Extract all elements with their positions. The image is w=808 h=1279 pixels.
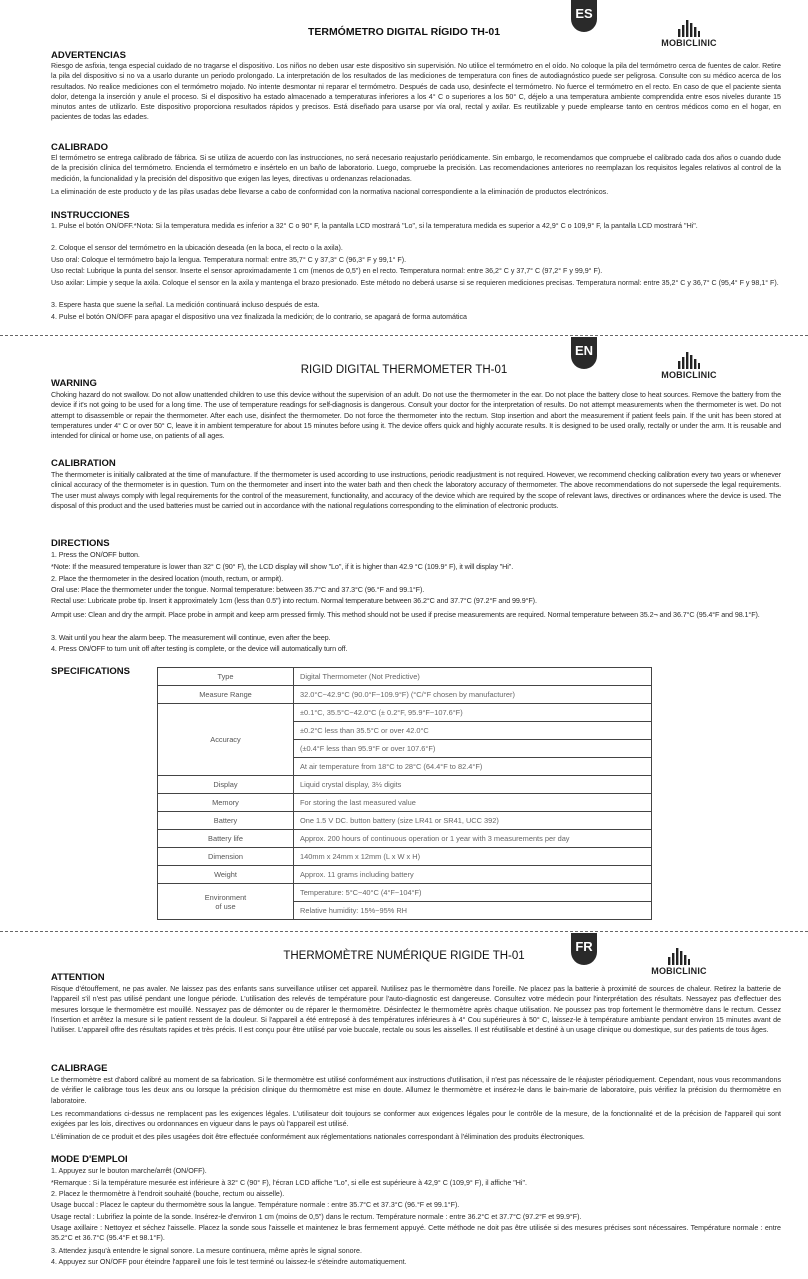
table-row (158, 848, 652, 866)
table-row (158, 830, 652, 848)
spec-value-env-humidity: Relative humidity: 15%~95% RH (294, 902, 652, 920)
fr-calibrage-text: Le thermomètre est d'abord calibré au moment de sa fabrication. Si le thermomètre est utilisé conformément aux instructions d'utilisation, il n'est pas nécessaire de le réajuster périodiquement. Cependant, nous vous recommandons de vérifier le calibrage tous les deux ans ou lorsque la précision clinique du thermomètre est mise en doute. Allumez le thermomètre et insérez-le dans le bain-marie de laboratoire, puis vérifiez la précision du thermomètre en laboratoire. (51, 1076, 781, 1105)
en-direction-note: *Note: If the measured temperature is lower than 32° C (90° F), the LCD display will show "Lo", if it is higher than 42.9 °C (109.9° F), it will display "Hi". (51, 562, 514, 571)
en-direction-armpit: Armpit use: Clean and dry the armpit. Place probe in armpit and keep arm pressed firmly. This method should not be used if precise measurements are required. Normal temperature between 35.2¬ and 36.7°C (95.4°F and 98.1°F). (51, 610, 760, 619)
spec-label-memory: Memory (158, 794, 294, 812)
es-title: TERMÓMETRO DIGITAL RÍGIDO TH-01 (307, 26, 501, 38)
es-calibration-text: El termómetro se entrega calibrado de fábrica. Si se utiliza de acuerdo con las instrucciones, no será necesario reajustarlo periódicamente. Sin embargo, le recomendamos que compruebe el calibrado cada dos años o cuando dude de la precisión clínica del termómetro. Encienda el termómetro e insértelo en un baño de laboratorio. Luego, compruebe la precisión. Las recomendaciones anteriores no reemplazan los requisitos legales relativos al control de la medición, la funcionalidad y la precisión del dispositivo que exigen las leyes, directivas u ordenanzas relacionadas. (51, 154, 781, 183)
spec-value-weight: Approx. 11 grams including battery (294, 866, 652, 884)
fr-mode-heading: MODE D'EMPLOI (51, 1154, 128, 1165)
table-row (158, 668, 652, 686)
spec-label-display: Display (158, 776, 294, 794)
brand-name: MOBICLINIC (661, 38, 717, 48)
en-warning-heading: WARNING (51, 378, 97, 389)
en-direction-4: 4. Press ON/OFF to turn unit off after testing is complete, or the device will automatically turn off. (51, 644, 348, 653)
fr-mode-2: 2. Placez le thermomètre à l'endroit souhaité (bouche, rectum ou aisselle). (51, 1190, 285, 1198)
fr-calibrage-heading: CALIBRAGE (51, 1063, 108, 1074)
en-direction-oral: Oral use: Place the thermometer under the tongue. Normal temperature: between 35.7°C and 37.3°C (96.°F and 99.1°F). (51, 585, 425, 594)
spec-value-type: Digital Thermometer (Not Predictive) (294, 668, 652, 686)
en-direction-2: 2. Place the thermometer in the desired location (mouth, rectum, or armpit). (51, 574, 284, 583)
spec-label-accuracy: Accuracy (158, 704, 294, 776)
spec-value-battery-life: Approx. 200 hours of continuous operation or 1 year with 3 measurements per day (294, 830, 652, 848)
en-warning-text: Choking hazard do not swallow. Do not allow unattended children to use this device without the supervision of an adult. Do not use the thermometer in the ear. Do not place the battery close to heat sources. Remove the battery from the device if it's not going to be used for a long time. The use of temperature readings for self-diagnosis is dangerous. Consult your doctor for the interpretation of results. Do not attempt measurements when the thermometer is wet. Do not attempt to disassemble or repair the thermometer. After each use, disinfect the thermometer. Do not force the thermometer into the rectum. Stop insertion and abort the measurement if patient feels pain. If the unit has been stored at temperatures under 4° C or over 50° C, leave it in ambient temperature for about 15 minutes before using it. The device offers quick and highly accurate results. It is designed to be used orally, rectally or under the arm. It is reusable and intended for clinical or home use, on patients of all ages. (51, 390, 781, 441)
es-calibration-text-2: La eliminación de este producto y de las pilas usadas debe llevarse a cabo de conformidad con la normativa nacional correspondiente a la eliminación de productos electrónicos. (51, 188, 609, 196)
spec-label-range: Measure Range (158, 686, 294, 704)
es-calibration-heading: CALIBRADO (51, 142, 108, 153)
fr-title: THERMOMÈTRE NUMÉRIQUE RIGIDE TH-01 (283, 950, 525, 962)
spec-value-accuracy-4: At air temperature from 18°C to 28°C (64.4°F to 82.4°F) (294, 758, 652, 776)
spec-value-memory: For storing the last measured value (294, 794, 652, 812)
table-row (158, 776, 652, 794)
brand-name: MOBICLINIC (651, 966, 707, 976)
fr-calibrage-text-3: L'élimination de ce produit et des piles usagées doit être effectuée conformément aux réglementations nationales correspondant à l'élimination des produits électroniques. (51, 1133, 585, 1141)
language-badge-fr: FR (571, 933, 597, 965)
es-warnings-heading: ADVERTENCIAS (51, 50, 126, 61)
fr-mode-1: 1. Appuyez sur le bouton marche/arrêt (ON/OFF). (51, 1167, 207, 1175)
es-instruction-4: 4. Pulse el botón ON/OFF para apagar el dispositivo una vez finalizada la medición; de lo contrario, se apagará de forma automática (51, 313, 468, 321)
fr-mode-axillaire: Usage axillaire : Nettoyez et séchez l'aisselle. Placez la sonde sous l'aisselle et maintenez le bras fermement appuyé. Cette méthode ne doit pas être utilisée si des mesures précises sont nécessaires. Température normale : entre 35.2°C et 36.7°C (95.4°F et 98.1°F). (51, 1224, 781, 1243)
spec-label-type: Type (158, 668, 294, 686)
fr-mode-4: 4. Appuyez sur ON/OFF pour éteindre l'appareil une fois le test terminé ou laissez-le s'éteindre automatiquement. (51, 1258, 407, 1266)
es-instruction-3: 3. Espere hasta que suene la señal. La medición continuará incluso después de esta. (51, 301, 320, 309)
section-divider (0, 931, 808, 932)
spec-value-env-temperature: Temperature: 5°C~40°C (4°F~104°F) (294, 884, 652, 902)
en-calibration-heading: CALIBRATION (51, 458, 116, 469)
table-row (158, 704, 652, 722)
section-divider (0, 335, 808, 336)
fr-calibrage-text-2: Les recommandations ci-dessus ne remplacent pas les exigences légales. L'utilisateur doit toujours se conformer aux exigences légales pour le contrôle de la mesure, de la fonctionnalité et de la précision de l'appareil qui sont exigées par les lois, directives ou ordonnances en vigueur dans le pays où l'appareil est utilisé. (51, 1110, 781, 1129)
spec-value-battery: One 1.5 V DC. button battery (size LR41 or SR41, UCC 392) (294, 812, 652, 830)
en-direction-1: 1. Press the ON/OFF button. (51, 550, 140, 559)
table-row (158, 686, 652, 704)
en-calibration-text: The thermometer is initially calibrated at the time of manufacture. If the thermometer is used according to use instructions, periodic readjustment is not required. However, we recommend checking calibration every two years or whenever clinical accuracy of the thermometer is in question. Turn on the thermometer and insert into the water bath and then check the laboratory accuracy of thermometer. The above recommendations do not supersede the legal requirements. The user must always comply with legal requirements for the control of the measurement, functionality, and accuracy of the device which are required by the scope of relevant laws, directives or ordinances where the device is used. The disposal of this product and the used batteries must be carried out in accordance with the national regulations corresponding to the elimination of electronic products. (51, 470, 781, 510)
spec-label-weight: Weight (158, 866, 294, 884)
spec-label-battery-life: Battery life (158, 830, 294, 848)
en-specifications-heading: SPECIFICATIONS (51, 666, 130, 677)
table-row (158, 812, 652, 830)
en-title: RIGID DIGITAL THERMOMETER TH-01 (300, 364, 508, 376)
spec-label-environment (158, 884, 294, 920)
es-instruction-rectal: Uso rectal: Lubrique la punta del sensor. Inserte el sensor aproximadamente 1 cm (menos de 0,5") en el recto. Temperatura normal: entre 36,2° C y 37,7° C (97,2° F y 99,9° F). (51, 267, 603, 275)
language-badge-en: EN (571, 337, 597, 369)
table-row (158, 884, 652, 902)
spec-value-display: Liquid crystal display, 3½ digits (294, 776, 652, 794)
spec-label-environment-line-2: of use (215, 901, 236, 911)
spec-value-accuracy-2: ±0.2°C less than 35.5°C or over 42.0°C (294, 722, 652, 740)
fr-mode-buccal: Usage buccal : Placez le capteur du thermomètre sous la langue. Température normale : entre 35.7°C et 37.3°C (96.°F et 99.1°F). (51, 1201, 460, 1209)
spec-value-dimension: 140mm x 24mm x 12mm (L x W x H) (294, 848, 652, 866)
en-directions-heading: DIRECTIONS (51, 538, 110, 549)
fr-mode-3: 3. Attendez jusqu'à entendre le signal sonore. La mesure continuera, même après le signal sonore. (51, 1247, 362, 1255)
fr-mode-rectal: Usage rectal : Lubrifiez la pointe de la sonde. Insérez-le d'environ 1 cm (moins de 0,5") dans le rectum. Température normale : entre 36.2°C et 37.7°C (97.2°F et 99.9°F). (51, 1213, 582, 1221)
spec-label-environment-line-1: Environment (204, 892, 247, 902)
language-badge-es: ES (571, 0, 597, 32)
es-instruction-axillary: Uso axilar: Limpie y seque la axila. Coloque el sensor en la axila y mantenga el brazo presionado. Este método no deberá usarse si se requieren mediciones precisas. Temperatura normal: entre 35,2° C y 36,7° C (95,4° F y 98,1° F). (51, 279, 779, 287)
spec-label-dimension: Dimension (158, 848, 294, 866)
table-row (158, 866, 652, 884)
fr-attention-text: Risque d'étouffement, ne pas avaler. Ne laissez pas des enfants sans surveillance utiliser cet appareil. Nutilisez pas le thermomètre dans l'oreille. Ne placez pas la batterie à proximité de sources de chaleur. Retirez la batterie de l'appareil s'il n'est pas utilisé pendant une longue période. L'utilisation des relevés de température pour l'auto-diagnostic est dangereuse. Consultez votre médecin pour l'interprétation des résultats. Nessayez pas d'effectuer des mesures lorsque le thermomètre est mouillé. Nessayez pas de démonter ou de réparer le thermomètre. Désinfectez le thermomètre après chaque utilisation. Ne poussez pas trop fortement le thermomètre dans le rectum. Cessez l'insertion et arrêtez la mesure si le patient ressent de la douleur. Si l'appareil a été entreposé à des températures inférieures à 4° Cou supérieures à 50° C, laissez-le à température ambiante pendant environ 15 minutes avant de l'utiliser. L'appareil offre des résultats rapides et très précis. Il est conçu pour être utilisé par voie buccale, rectale ou sous les aisselles. Il est réutilisable et destiné à un usage clinique ou domestique, sur des patients de tous âges. (51, 985, 781, 1035)
es-instruction-oral: Uso oral: Coloque el termómetro bajo la lengua. Temperatura normal: entre 35,7° C y 37,3° C (96,3° F y 99,1° F). (51, 256, 407, 264)
fr-attention-heading: ATTENTION (51, 972, 105, 983)
es-instruction-1: 1. Pulse el botón ON/OFF.*Nota: Si la temperatura medida es inferior a 32° C o 90° F, la pantalla LCD mostrará "Lo", si la temperatura medida es superior a 42,9° C o 109,9° F, la pantalla LCD mostrará "Hi". (51, 222, 698, 230)
brand-name: MOBICLINIC (661, 370, 717, 380)
spec-value-accuracy-3: (±0.4°F less than 95.9°F or over 107.6°F) (294, 740, 652, 758)
en-direction-rectal: Rectal use: Lubricate probe tip. Insert it approximately 1cm (less than 0.5") into rectum. Normal temperature between 36.2°C and 37.7°C (97.2°F and 99.9°F). (51, 596, 537, 605)
en-direction-3: 3. Wait until you hear the alarm beep. The measurement will continue, even after the beep. (51, 633, 331, 642)
spec-value-accuracy-1: ±0.1°C, 35.5°C~42.0°C (± 0.2°F, 95.9°F~107.6°F) (294, 704, 652, 722)
es-instruction-2: 2. Coloque el sensor del termómetro en la ubicación deseada (en la boca, el recto o la axila). (51, 244, 343, 252)
specifications-table (157, 667, 652, 920)
fr-mode-note: *Remarque : Si la température mesurée est inférieure à 32° C (90° F), l'écran LCD affiche "Lo", si elle est supérieure à 42,9° C (109,9° F), il affiche "Hi". (51, 1179, 527, 1187)
table-row (158, 794, 652, 812)
es-instructions-heading: INSTRUCCIONES (51, 210, 130, 221)
es-warnings-text: Riesgo de asfixia, tenga especial cuidado de no tragarse el dispositivo. Los niños no deben usar este dispositivo sin supervisión. No utilice el termómetro en el oído. No coloque la pila del termómetro cerca de fuentes de calor. Retire la pila del dispositivo si no va a usarlo durante un periodo prolongado. La interpretación de los resultados de las mediciones de temperatura con fines de autodiagnóstico puede ser peligrosa. Consulte con su médico acerca de los resultados. No realice mediciones con el termómetro mojado. No intente desmontar ni reparar el termómetro. Después de cada uso, desinfecte el termómetro. No fuerce el termómetro en el recto. En caso de que el paciente sienta dolor, detenga la inserción y anule el proceso. Si el dispositivo ha estado almacenado a temperaturas inferiores a los 4° C o superiores a los 50° C, déjelo a una temperatura ambiente comprendida entre esos niveles durante 15 minutos antes de utilizarlo. Este dispositivo proporciona resultados rápidos y precisos. Está diseñado para usarse por vía oral, rectal y axilar. Es reutilizable y puede emplearse tanto en centros médicos como en el hogar, en pacientes de todas las edades. (51, 62, 781, 122)
spec-label-battery: Battery (158, 812, 294, 830)
spec-value-range: 32.0°C~42.9°C (90.0°F~109.9°F) (°C/°F chosen by manufacturer) (294, 686, 652, 704)
